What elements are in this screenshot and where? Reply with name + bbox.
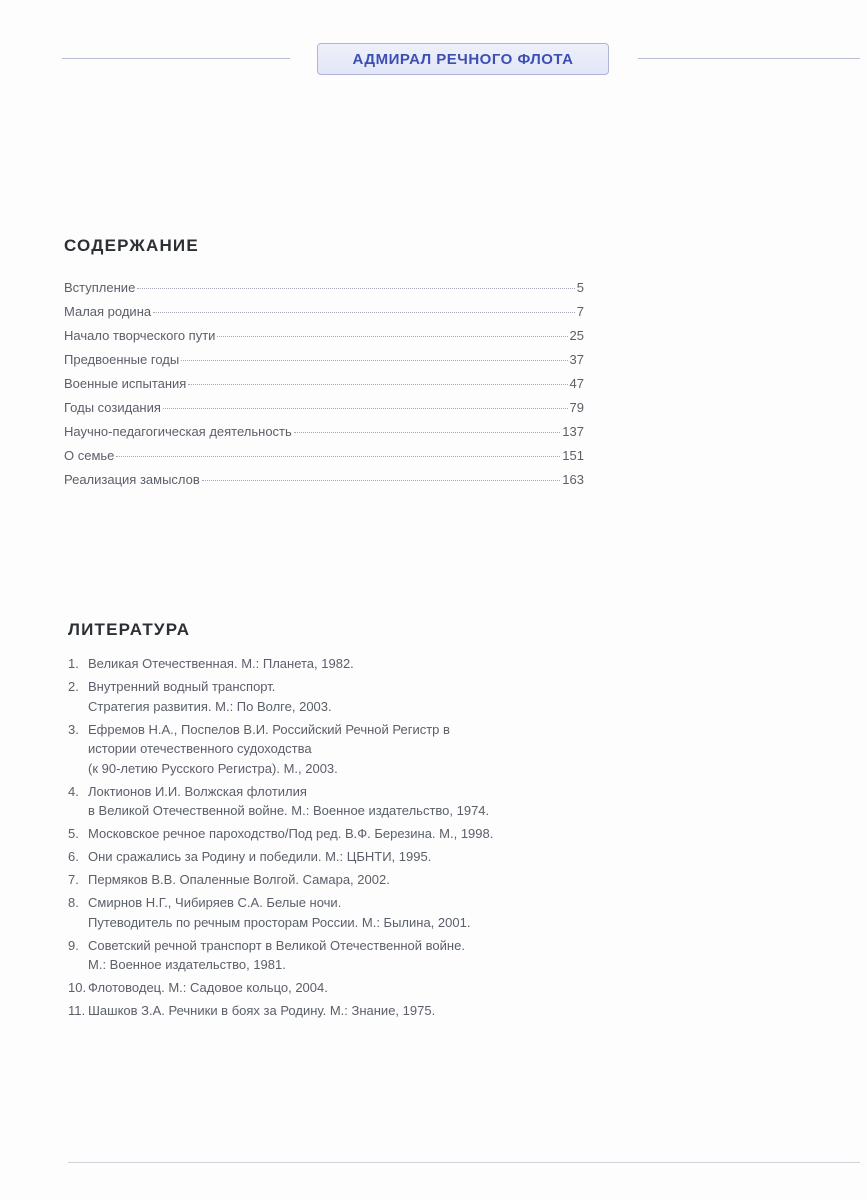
toc-entry	[64, 304, 584, 328]
literature-entry-text: Пермяков В.В. Опаленные Волгой. Самара, 2002.	[88, 872, 390, 887]
literature-entry	[68, 720, 628, 779]
header-rule-right	[638, 58, 860, 59]
toc-entry	[64, 472, 584, 496]
toc-leader-dots	[163, 408, 568, 409]
literature-entry	[68, 654, 628, 674]
toc-entry	[64, 352, 584, 376]
toc-entry-label: Предвоенные годы	[64, 352, 180, 367]
literature-entry	[68, 936, 628, 975]
toc-entry-page: 163	[562, 472, 584, 487]
toc-leader-dots	[188, 384, 567, 385]
literature-entry	[68, 677, 628, 716]
toc-entry	[64, 448, 584, 472]
literature-entry	[68, 893, 628, 932]
toc-entry-page: 7	[576, 304, 584, 319]
toc-leader-dots	[294, 432, 561, 433]
running-header	[317, 43, 609, 75]
literature-entry-text: истории отечественного судоходства	[88, 741, 312, 756]
toc-entry	[64, 280, 584, 304]
toc-entry-label: Годы созидания	[64, 400, 161, 415]
toc-entry-page: 137	[562, 424, 584, 439]
table-of-contents	[64, 280, 584, 496]
literature-entry-text: Они сражались за Родину и победили. М.: ЦБНТИ, 1995.	[88, 849, 432, 864]
literature-entry-text: Советский речной транспорт в Великой Отечественной войне.	[88, 937, 465, 953]
toc-entry-label: Реализация замыслов	[64, 472, 200, 487]
toc-leader-dots	[217, 336, 567, 337]
literature-entry-text: Великая Отечественная. М.: Планета, 1982.	[88, 656, 354, 671]
toc-leader-dots	[153, 312, 575, 313]
literature-entry-text: Смирнов Н.Г., Чибиряев С.А. Белые ночи.	[88, 895, 342, 910]
toc-leader-dots	[181, 360, 567, 361]
header-rule-left	[62, 58, 290, 59]
toc-entry	[64, 424, 584, 448]
footer-rule	[68, 1162, 860, 1163]
toc-entry-page: 25	[569, 328, 584, 343]
literature-entry-number: 1.	[68, 656, 79, 671]
literature-entry-number: 4.	[68, 783, 79, 799]
literature-entry-text: Стратегия развития. М.: По Волге, 2003.	[88, 698, 332, 714]
literature-entry-text: Московское речное пароходство/Под ред. В.Ф. Березина. М., 1998.	[88, 826, 494, 841]
running-header-title: АДМИРАЛ РЕЧНОГО ФЛОТА	[352, 50, 574, 68]
toc-entry-label: Научно-педагогическая деятельность	[64, 424, 292, 439]
literature-entry	[68, 824, 628, 844]
literature-list	[68, 654, 628, 1024]
literature-entry-text: Путеводитель по речным просторам России. М.: Былина, 2001.	[88, 914, 471, 930]
literature-entry	[68, 847, 628, 867]
literature-entry-text: М.: Военное издательство, 1981.	[88, 957, 286, 972]
literature-entry	[68, 782, 628, 821]
literature-entry-text: Ефремов Н.А., Поспелов В.И. Российский Речной Регистр в	[88, 721, 450, 737]
toc-entry	[64, 328, 584, 352]
literature-entry	[68, 1001, 628, 1021]
toc-entry-page: 5	[576, 280, 584, 295]
literature-entry-text: Флотоводец. М.: Садовое кольцо, 2004.	[88, 980, 328, 995]
literature-entry-number: 8.	[68, 895, 79, 910]
literature-entry-number: 5.	[68, 826, 79, 841]
toc-entry-page: 47	[569, 376, 584, 391]
literature-entry	[68, 870, 628, 890]
toc-entry-page: 79	[569, 400, 584, 415]
literature-entry-text: Внутренний водный транспорт.	[88, 679, 276, 694]
literature-entry-text: в Великой Отечественной войне. М.: Военное издательство, 1974.	[88, 803, 490, 818]
toc-entry-label: Вступление	[64, 280, 136, 295]
toc-entry-page: 37	[569, 352, 584, 367]
literature-entry-number: 6.	[68, 849, 79, 864]
literature-entry-number: 9.	[68, 937, 79, 953]
toc-leader-dots	[137, 288, 574, 289]
literature-entry-number: 11.	[68, 1003, 86, 1018]
toc-entry	[64, 400, 584, 424]
toc-heading: СОДЕРЖАНИЕ	[64, 236, 199, 255]
toc-leader-dots	[202, 480, 561, 481]
toc-entry-label: Военные испытания	[64, 376, 187, 391]
toc-entry	[64, 376, 584, 400]
toc-entry-page: 151	[562, 448, 584, 463]
literature-entry-text: (к 90-летию Русского Регистра). М., 2003.	[88, 760, 338, 776]
toc-entry-label: Малая родина	[64, 304, 152, 319]
literature-entry-number: 10.	[68, 980, 87, 995]
toc-leader-dots	[116, 456, 560, 457]
literature-entry-text: Шашков З.А. Речники в боях за Родину. М.: Знание, 1975.	[88, 1003, 436, 1018]
literature-entry	[68, 978, 628, 998]
literature-entry-number: 3.	[68, 721, 79, 737]
literature-entry-text: Локтионов И.И. Волжская флотилия	[88, 783, 307, 799]
toc-entry-label: Начало творческого пути	[64, 328, 216, 343]
toc-entry-label: О семье	[64, 448, 115, 463]
literature-entry-number: 7.	[68, 872, 79, 887]
literature-entry-number: 2.	[68, 679, 79, 694]
literature-heading: ЛИТЕРАТУРА	[68, 620, 191, 639]
